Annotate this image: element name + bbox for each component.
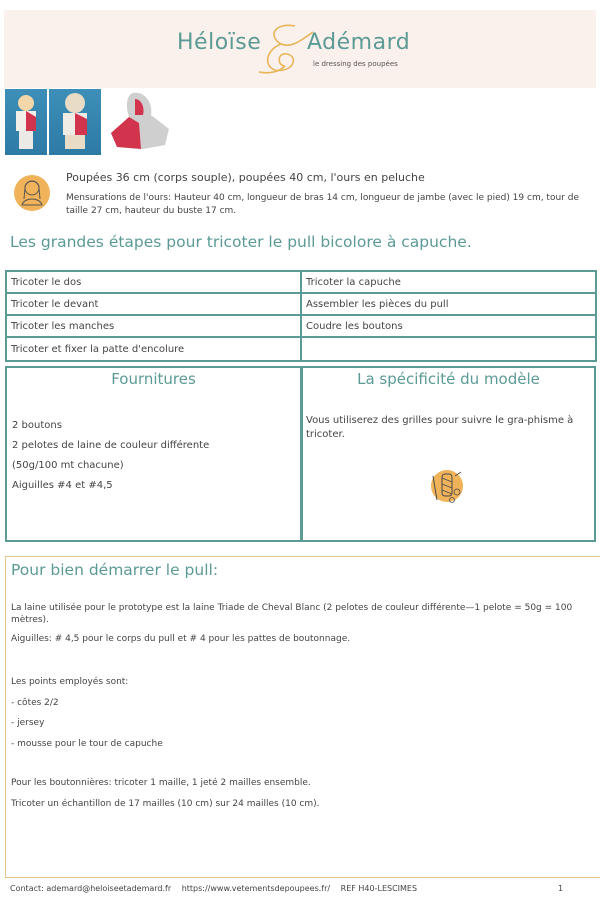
supplies-list — [12, 420, 209, 500]
supply-item: 2 pelotes de laine de couleur différente — [12, 440, 210, 451]
specificity-text: Vous utiliserez des grilles pour suivre le gra-phisme à tricoter. — [306, 415, 574, 440]
footer-contact[interactable]: Contact: ademard@heloiseetademard.fr — [10, 884, 172, 893]
supply-item: Aiguilles #4 et #4,5 — [12, 480, 113, 491]
photo-doll — [5, 89, 47, 155]
buttonhole-info: Pour les boutonnières: tricoter 1 maille, 1 jeté 2 mailles ensemble. — [11, 778, 311, 788]
footer-url[interactable]: https://www.vetementsdepoupees.fr/ — [181, 884, 331, 893]
supply-item: 2 boutons — [12, 420, 62, 431]
step-cell: Coudre les boutons — [301, 315, 596, 337]
photo-hoodie — [103, 89, 175, 155]
supply-item: (50g/100 mt chacune) — [12, 460, 124, 471]
brand-logo — [175, 22, 425, 78]
step-cell: Tricoter le dos — [6, 271, 301, 293]
table-row — [6, 293, 596, 315]
footer — [10, 884, 425, 893]
photo-bear — [49, 89, 101, 155]
ampersand-icon — [255, 22, 315, 78]
table-row — [6, 271, 596, 293]
brand-right: Adémard — [307, 30, 411, 55]
supplies-box — [5, 366, 302, 542]
specificity-title: La spécificité du modèle — [357, 370, 540, 388]
getting-started-title: Pour bien démarrer le pull: — [11, 561, 219, 579]
specificity-box — [301, 366, 596, 542]
bear-measurements: Mensurations de l'ours: Hauteur 40 cm, longueur de bras 14 cm, longueur de jambe (avec le pied) 19 cm, tour de taille 27 cm, hauteur du buste 17 cm. — [66, 193, 579, 216]
stitches-intro: Les points employés sont: — [11, 677, 129, 687]
step-cell: Assembler les pièces du pull — [301, 293, 596, 315]
getting-started-section — [5, 556, 600, 878]
page-number: 1 — [558, 884, 564, 893]
gauge-info: Tricoter un échantillon de 17 mailles (10 cm) sur 24 mailles (10 cm). — [11, 799, 320, 809]
stitch-item: - jersey — [11, 718, 45, 728]
table-row — [6, 315, 596, 337]
needles-info: Aiguilles: # 4,5 pour le corps du pull et # 4 pour les pattes de boutonnage. — [11, 634, 351, 644]
stitch-item: - mousse pour le tour de capuche — [11, 739, 163, 749]
step-cell: Tricoter la capuche — [301, 271, 596, 293]
doll-sizes: Poupées 36 cm (corps souple), poupées 40 cm, l'ours en peluche — [66, 171, 425, 184]
yarn-info: La laine utilisée pour le prototype est la laine Triade de Cheval Blanc (2 pelotes de couleur différente—1 pelote = 50g = 100 mètres). — [11, 603, 573, 625]
step-cell: Tricoter les manches — [6, 315, 301, 337]
brand-left: Héloïse — [177, 30, 262, 55]
brand-tagline: le dressing des poupées — [313, 60, 398, 68]
sewing-tools-icon — [425, 464, 469, 508]
step-cell: Tricoter et fixer la patte d'encolure — [6, 337, 301, 361]
step-cell: Tricoter le devant — [6, 293, 301, 315]
steps-table — [5, 270, 597, 362]
doll-icon — [12, 173, 52, 213]
table-row — [6, 337, 596, 361]
steps-title: Les grandes étapes pour tricoter le pull bicolore à capuche. — [10, 233, 472, 251]
footer-ref: REF H40-LESCIMES — [340, 884, 418, 893]
step-cell — [301, 337, 596, 361]
stitch-item: - côtes 2/2 — [11, 698, 59, 708]
supplies-title: Fournitures — [111, 370, 196, 388]
